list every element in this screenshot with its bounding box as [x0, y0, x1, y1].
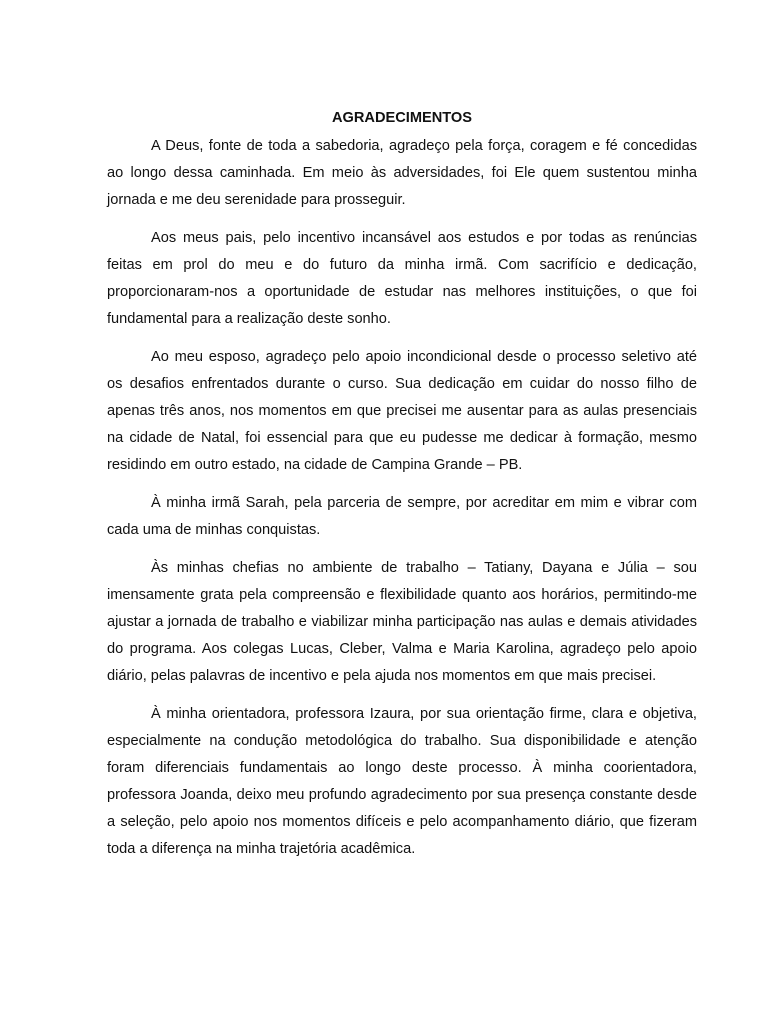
document-body [107, 108, 697, 874]
paragraph-god: A Deus, fonte de toda a sabedoria, agradeço pela força, coragem e fé concedidas ao longo dessa caminhada. Em meio às adversidades, foi Ele quem sustentou minha jornada e me deu serenidade para prosseguir. [107, 138, 697, 208]
paragraph-work: Às minhas chefias no ambiente de trabalho – Tatiany, Dayana e Júlia – sou imensamente grata pela compreensão e flexibilidade quanto aos horários, permitindo-me ajustar a jornada de trabalho e viabilizar minha participação nas aulas e demais atividades do programa. Aos colegas Lucas, Cleber, Valma e Maria Karolina, agradeço pelo apoio diário, pelas palavras de incentivo e pela ajuda nos momentos em que mais precisei. [107, 560, 697, 684]
paragraph-advisors: À minha orientadora, professora Izaura, por sua orientação firme, clara e objetiva, especialmente na condução metodológica do trabalho. Sua disponibilidade e atenção foram diferenciais fundamentais ao longo deste processo. À minha coorientadora, professora Joanda, deixo meu profundo agradecimento por sua presença constante desde a seleção, pelo apoio nos momentos difíceis e pelo acompanhamento diário, que fizeram toda a diferença na minha trajetória acadêmica. [107, 706, 697, 857]
paragraph-sister: À minha irmã Sarah, pela parceria de sempre, por acreditar em mim e vibrar com cada uma de minhas conquistas. [107, 495, 697, 538]
page-title: AGRADECIMENTOS [331, 110, 472, 126]
paragraph-husband: Ao meu esposo, agradeço pelo apoio incondicional desde o processo seletivo até os desafios enfrentados durante o curso. Sua dedicação em cuidar do nosso filho de apenas três anos, nos momentos em que precisei me ausentar para as aulas presenciais na cidade de Natal, foi essencial para que eu pudesse me dedicar à formação, mesmo residindo em outro estado, na cidade de Campina Grande – PB. [107, 349, 697, 473]
paragraph-parents: Aos meus pais, pelo incentivo incansável aos estudos e por todas as renúncias feitas em prol do meu e do futuro da minha irmã. Com sacrifício e dedicação, proporcionaram-nos a oportunidade de estudar nas melhores instituições, o que foi fundamental para a realização deste sonho. [107, 230, 697, 327]
